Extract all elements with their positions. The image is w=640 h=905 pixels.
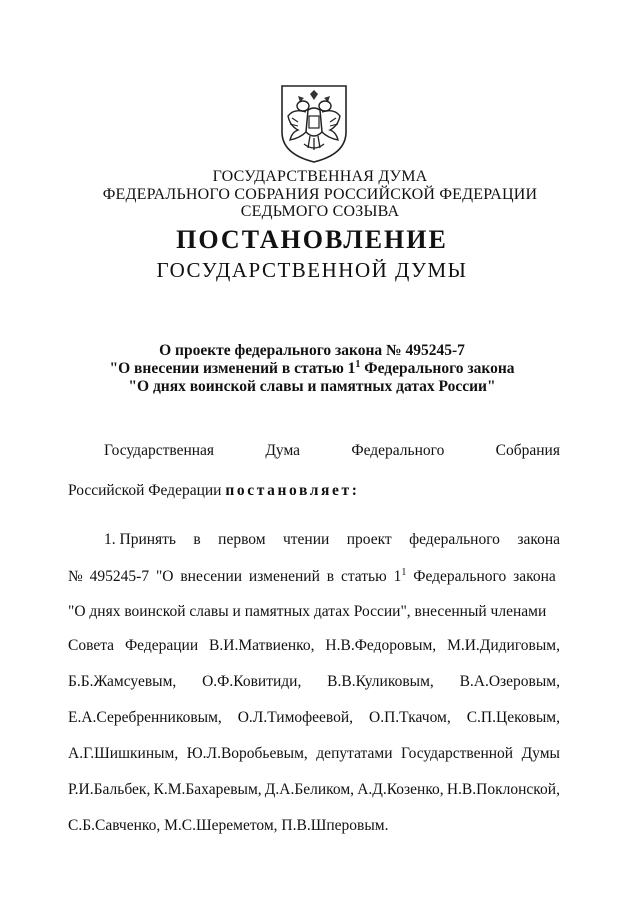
paragraph-1-line-5: Б.Б.Жамсуевым, О.Ф.Ковитиди, В.В.Куликовым, В.А.Озеровым, bbox=[68, 673, 560, 690]
paragraph-1-line-3: "О днях воинской славы и памятных датах России", внесенный членами bbox=[68, 603, 547, 620]
document-title: ПОСТАНОВЛЕНИЕ bbox=[176, 225, 448, 254]
preamble-line-1: Государственная Дума Федерального Собрания bbox=[104, 442, 560, 459]
subject-line-3: "О днях воинской славы и памятных датах России" bbox=[128, 378, 496, 395]
header-line-1: ГОСУДАРСТВЕННАЯ ДУМА bbox=[212, 168, 428, 185]
header-line-3: СЕДЬМОГО СОЗЫВА bbox=[240, 203, 400, 220]
header-line-2: ФЕДЕРАЛЬНОГО СОБРАНИЯ РОССИЙСКОЙ ФЕДЕРАЦИИ bbox=[102, 186, 538, 203]
preamble-line-2: Российской Федерации постановляет: bbox=[68, 482, 360, 499]
paragraph-1-line-9: С.Б.Савченко, М.С.Шереметом, П.В.Шперовым. bbox=[68, 817, 389, 834]
document-subtitle: ГОСУДАРСТВЕННОЙ ДУМЫ bbox=[156, 258, 468, 282]
resolves-keyword: постановляет: bbox=[225, 482, 360, 499]
paragraph-1-line-4: Совета Федерации В.И.Матвиенко, Н.В.Федоровым, М.И.Дидиговым, bbox=[68, 637, 560, 654]
paragraph-1-line-1: 1. Принять в первом чтении проект федерального закона bbox=[104, 531, 560, 548]
subject-line-2: "О внесении изменений в статью $1^1$ Федерального закона bbox=[109, 359, 515, 377]
paragraph-1-line-7: А.Г.Шишкиным, Ю.Л.Воробьевым, депутатами Государственной Думы bbox=[68, 745, 560, 762]
paragraph-1-line-8: Р.И.Бальбек, К.М.Бахаревым, Д.А.Беликом, А.Д.Козенко, Н.В.Поклонской, bbox=[68, 781, 560, 798]
paragraph-1-line-2: № 495245-7 "О внесении изменений в статью $1^1$ Федерального закона bbox=[68, 567, 556, 585]
paragraph-1-line-6: Е.А.Серебренниковым, О.Л.Тимофеевой, О.П.Ткачом, С.П.Цековым, bbox=[68, 709, 560, 726]
coat-of-arms-icon bbox=[274, 82, 354, 164]
subject-line-1: О проекте федерального закона № 495245-7 bbox=[159, 342, 465, 359]
